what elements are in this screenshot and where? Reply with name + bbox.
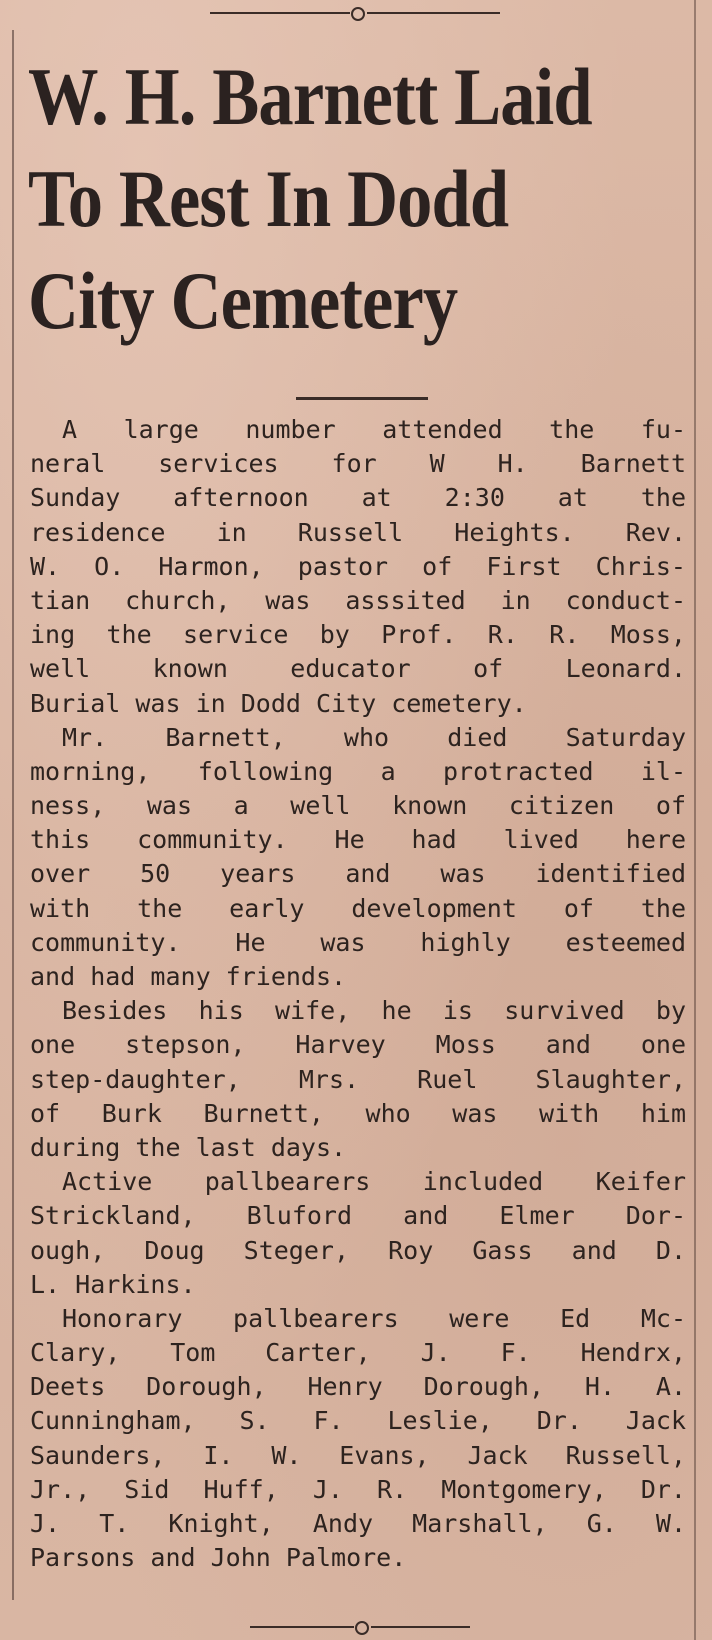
article-text-line: Honorary pallbearers were Ed Mc- (62, 1303, 686, 1333)
bottom-ornament-divider (250, 1620, 470, 1634)
article-text-line: Parsons and John Palmore. (30, 1543, 407, 1573)
article-text-line: J. T. Knight, Andy Marshall, G. W. (30, 1509, 686, 1538)
article-text-line: step-daughter, Mrs. Ruel Slaughter, (30, 1064, 686, 1094)
article-text-line: Strickland, Bluford and Elmer Dor- (30, 1201, 686, 1231)
article-text-line: this community. He had lived here (30, 825, 686, 855)
article-text-line: Deets Dorough, Henry Dorough, H. A. (30, 1372, 686, 1402)
article-headline (28, 46, 592, 352)
article-text-line: ing the service by Prof. R. R. Moss, (30, 620, 686, 650)
article-text-line: L. Harkins. (30, 1269, 196, 1299)
article-text-line: Besides his wife, he is survived by (62, 996, 686, 1026)
article-text-line: of Burk Burnett, who was with him (30, 1098, 686, 1128)
article-text-line: A large number attended the fu- (62, 415, 686, 444)
article-text-line: community. He was highly esteemed (30, 927, 686, 957)
article-text-line: W. O. Harmon, pastor of First Chris- (30, 551, 686, 581)
column-rule-right (694, 0, 696, 1640)
ornament-line (367, 12, 500, 14)
top-ornament-divider (210, 6, 500, 20)
article-text-line: Jr., Sid Huff, J. R. Montgomery, Dr. (30, 1474, 686, 1504)
column-rule-left (12, 30, 14, 1600)
ornament-line (210, 12, 350, 14)
article-text-line: one stepson, Harvey Moss and one (30, 1030, 686, 1060)
article-text-line: Saunders, I. W. Evans, Jack Russell, (30, 1440, 686, 1470)
article-text-line: Mr. Barnett, who died Saturday (62, 722, 686, 752)
ornament-circle-icon (355, 1621, 369, 1635)
article-text-line: tian church, was asssited in conduct- (30, 585, 686, 615)
article-text-line: over 50 years and was identified (30, 859, 686, 889)
article-text-line: Burial was in Dodd City cemetery. (30, 688, 527, 718)
headline-line: W. H. Barnett Laid (28, 51, 592, 142)
headline-line: City Cemetery (28, 255, 458, 346)
headline-line: To Rest In Dodd (28, 153, 509, 244)
ornament-line (371, 1626, 470, 1628)
article-text-line: Cunningham, S. F. Leslie, Dr. Jack (30, 1406, 686, 1436)
ornament-circle-icon (351, 7, 365, 21)
article-text-line: ough, Doug Steger, Roy Gass and D. (30, 1235, 686, 1265)
article-body (30, 413, 686, 1575)
article-text-line: with the early development of the (30, 893, 686, 923)
article-text-line: Sunday afternoon at 2:30 at the (30, 483, 686, 513)
article-text-line: during the last days. (30, 1132, 347, 1162)
headline-divider (296, 397, 428, 400)
article-text-line: Clary, Tom Carter, J. F. Hendrx, (30, 1338, 686, 1368)
article-text-line: neral services for W H. Barnett (30, 449, 686, 479)
ornament-line (250, 1626, 354, 1628)
article-text-line: residence in Russell Heights. Rev. (30, 517, 686, 547)
article-text-line: morning, following a protracted il- (30, 756, 686, 786)
article-text-line: well known educator of Leonard. (30, 654, 686, 684)
article-text-line: and had many friends. (30, 962, 347, 991)
article-text-line: Active pallbearers included Keifer (62, 1167, 686, 1197)
article-text-line: ness, was a well known citizen of (30, 791, 686, 821)
